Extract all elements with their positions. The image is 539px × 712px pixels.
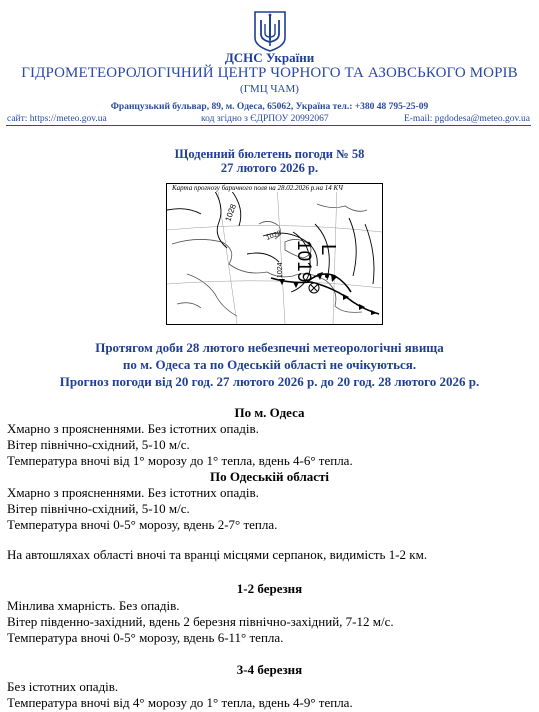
region-line-2: Вітер північно-східний, 5-10 м/с. xyxy=(7,501,190,516)
warning-line-1: Протягом доби 28 лютого небезпечні метеорологічні явища xyxy=(95,340,444,355)
map-caption: Карта прогнозу баричного поля на 28.02.2026 р.на 14 КЧ xyxy=(172,184,343,192)
section-title-region: По Одеській області xyxy=(209,469,330,484)
odesa-line-2: Вітер північно-східний, 5-10 м/с. xyxy=(7,437,190,452)
bulletin-title: Щоденний бюлетень погоди № 58 xyxy=(174,147,365,161)
warning-block xyxy=(0,339,539,390)
organization-name: ДСНС України xyxy=(224,50,315,65)
bulletin-date: 27 лютого 2026 р. xyxy=(220,161,319,175)
edrpou-code: код згідно з ЄДРПОУ 20992067 xyxy=(201,114,329,124)
mar34-line-1: Без істотних опадів. xyxy=(7,679,119,694)
mar34-line-2: Температура вночі від 4° морозу до 1° тепла, вдень 4-9° тепла. xyxy=(7,695,353,710)
center-short-name: (ГМЦ ЧАМ) xyxy=(240,83,299,95)
coat-of-arms-icon xyxy=(253,10,287,52)
address-line: Французький бульвар, 89, м. Одеса, 65062, Україна тел.: +380 48 795-25-09 xyxy=(110,102,429,112)
section-title-mar34: 3-4 березня xyxy=(236,662,303,677)
map-grid xyxy=(167,184,382,324)
pressure-map xyxy=(166,183,383,325)
low-pressure-letter: L xyxy=(317,244,339,256)
isobar-label-1024: 1024 xyxy=(277,262,284,278)
forecast-period: Прогноз погоди від 20 год. 27 лютого 2026 р. до 20 год. 28 лютого 2026 р. xyxy=(59,374,480,389)
email-link[interactable]: E-mail: pgdodesa@meteo.gov.ua xyxy=(403,114,530,124)
mar12-line-1: Мінлива хмарність. Без опадів. xyxy=(7,598,180,613)
warning-line-2: по м. Одеса та по Одеській області не очікуються. xyxy=(122,357,417,372)
website-link[interactable]: сайт: https://meteo.gov.ua xyxy=(7,114,107,124)
center-name: ГІДРОМЕТЕОРОЛОГІЧНИЙ ЦЕНТР ЧОРНОГО ТА АЗОВСЬКОГО МОРІВ xyxy=(21,65,518,81)
isobar-label-1028b: 1028 xyxy=(265,229,283,242)
roads-note: На автошляхах області вночі та вранці місцями серпанок, видимість 1-2 км. xyxy=(7,547,428,562)
region-line-3: Температура вночі 0-5° морозу, вдень 2-7° тепла. xyxy=(7,517,278,532)
pressure-map-drawing xyxy=(167,184,382,324)
isobar-label-1028a: 1028 xyxy=(223,202,238,223)
mar12-line-3: Температура вночі 0-5° морозу, вдень 6-11° тепла. xyxy=(7,630,284,645)
section-title-mar12: 1-2 березня xyxy=(236,581,303,596)
section-title-odesa: По м. Одеса xyxy=(234,405,305,420)
cold-front xyxy=(271,278,379,315)
odesa-line-3: Температура вночі від 1° морозу до 1° тепла, вдень 4-6° тепла. xyxy=(7,453,353,468)
pressure-value: 1019 xyxy=(293,240,314,283)
header-divider xyxy=(6,125,531,126)
coastlines xyxy=(172,204,367,316)
region-line-1: Хмарно з проясненнями. Без істотних опадів. xyxy=(7,485,259,500)
odesa-line-1: Хмарно з проясненнями. Без істотних опадів. xyxy=(7,421,259,436)
mar12-line-2: Вітер південно-західний, вдень 2 березня північно-західний, 7-12 м/с. xyxy=(7,614,394,629)
